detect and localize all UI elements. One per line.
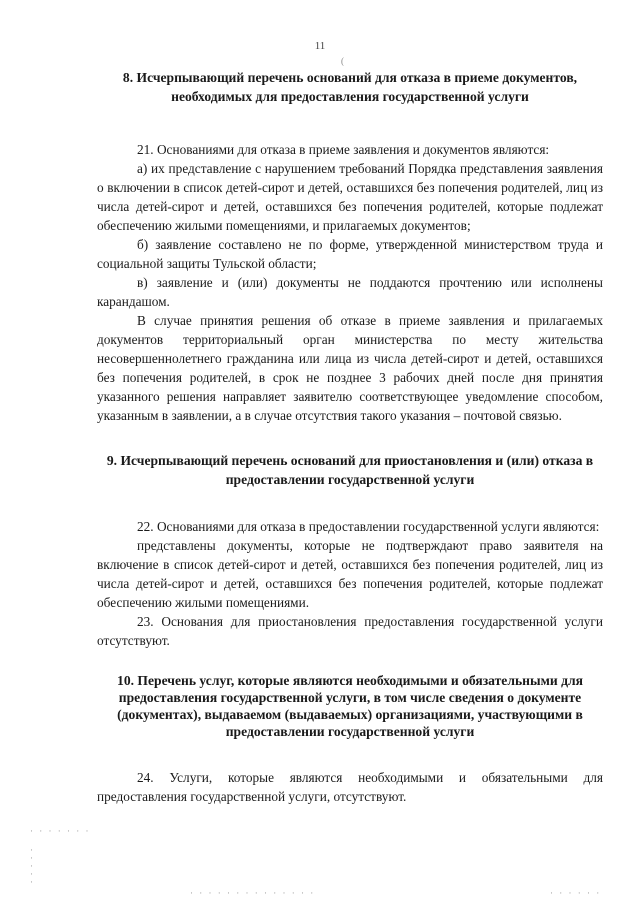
section-8-heading: 8. Исчерпывающий перечень оснований для отказа в приеме документов, необходимых для предоставления государственной услуги bbox=[122, 70, 578, 104]
page-number: 11 bbox=[314, 40, 326, 52]
document-body bbox=[97, 68, 603, 806]
paragraph-21-a: а) их представление с нарушением требований Порядка представления заявления о включении в список детей-сирот и детей, оставшихся без попечения родителей, лиц из числа детей-сирот и детей, оставшихся без попечения родителей, которые подлежат обеспечению жилыми помещениями, и прилагаемых документов; bbox=[97, 161, 603, 233]
paragraph-22: 22. Основаниями для отказа в предоставлении государственной услуги являются: bbox=[137, 519, 600, 534]
paragraph-22-documents: представлены документы, которые не подтверждают право заявителя на включение в список детей-сирот и детей, оставшихся без попечения родителей, лиц из числа детей-сирот и детей, оставшихся без попечения родителей, которые подлежат обеспечению жилыми помещениями. bbox=[97, 538, 603, 610]
scan-artifact: · · · · · bbox=[30, 845, 35, 887]
section-9-heading: 9. Исчерпывающий перечень оснований для приостановления и (или) отказа в предоставлении государственной услуги bbox=[106, 453, 594, 487]
section-10-heading: 10. Перечень услуг, которые являются необходимыми и обязательными для предоставления государственной услуги, в том числе сведения о документе (документах), выдаваемом (выдаваемых) организациями, участвующими в предоставлении государственной услуги bbox=[117, 673, 583, 739]
scan-artifact: · · · · · · · · · · · · · · bbox=[190, 888, 316, 898]
scan-mark: ( bbox=[341, 56, 344, 66]
scan-artifact: · · · · · · bbox=[550, 888, 602, 898]
paragraph-21-refusal: В случае принятия решения об отказе в приеме заявления и прилагаемых документов территориальный орган министерства по месту жительства несовершеннолетнего гражданина или лица из числа детей-сирот и детей, оставшихся без попечения родителей, в срок не позднее 3 рабочих дней после дня принятия указанного решения направляет заявителю соответствующее уведомление способом, указанным в заявлении, а в случае отсутствия такого указания – почтовой связью. bbox=[97, 313, 603, 423]
paragraph-21: 21. Основаниями для отказа в приеме заявления и документов являются: bbox=[137, 142, 550, 157]
paragraph-21-b: б) заявление составлено не по форме, утвержденной министерством труда и социальной защиты Тульской области; bbox=[97, 237, 603, 271]
paragraph-21-v: в) заявление и (или) документы не поддаются прочтению или исполнены карандашом. bbox=[97, 275, 603, 309]
paragraph-23: 23. Основания для приостановления предоставления государственной услуги отсутствуют. bbox=[97, 614, 603, 648]
paragraph-24: 24. Услуги, которые являются необходимыми и обязательными для предоставления государственной услуги, отсутствуют. bbox=[97, 770, 603, 804]
scan-artifact: · · · · · · · bbox=[30, 826, 91, 836]
